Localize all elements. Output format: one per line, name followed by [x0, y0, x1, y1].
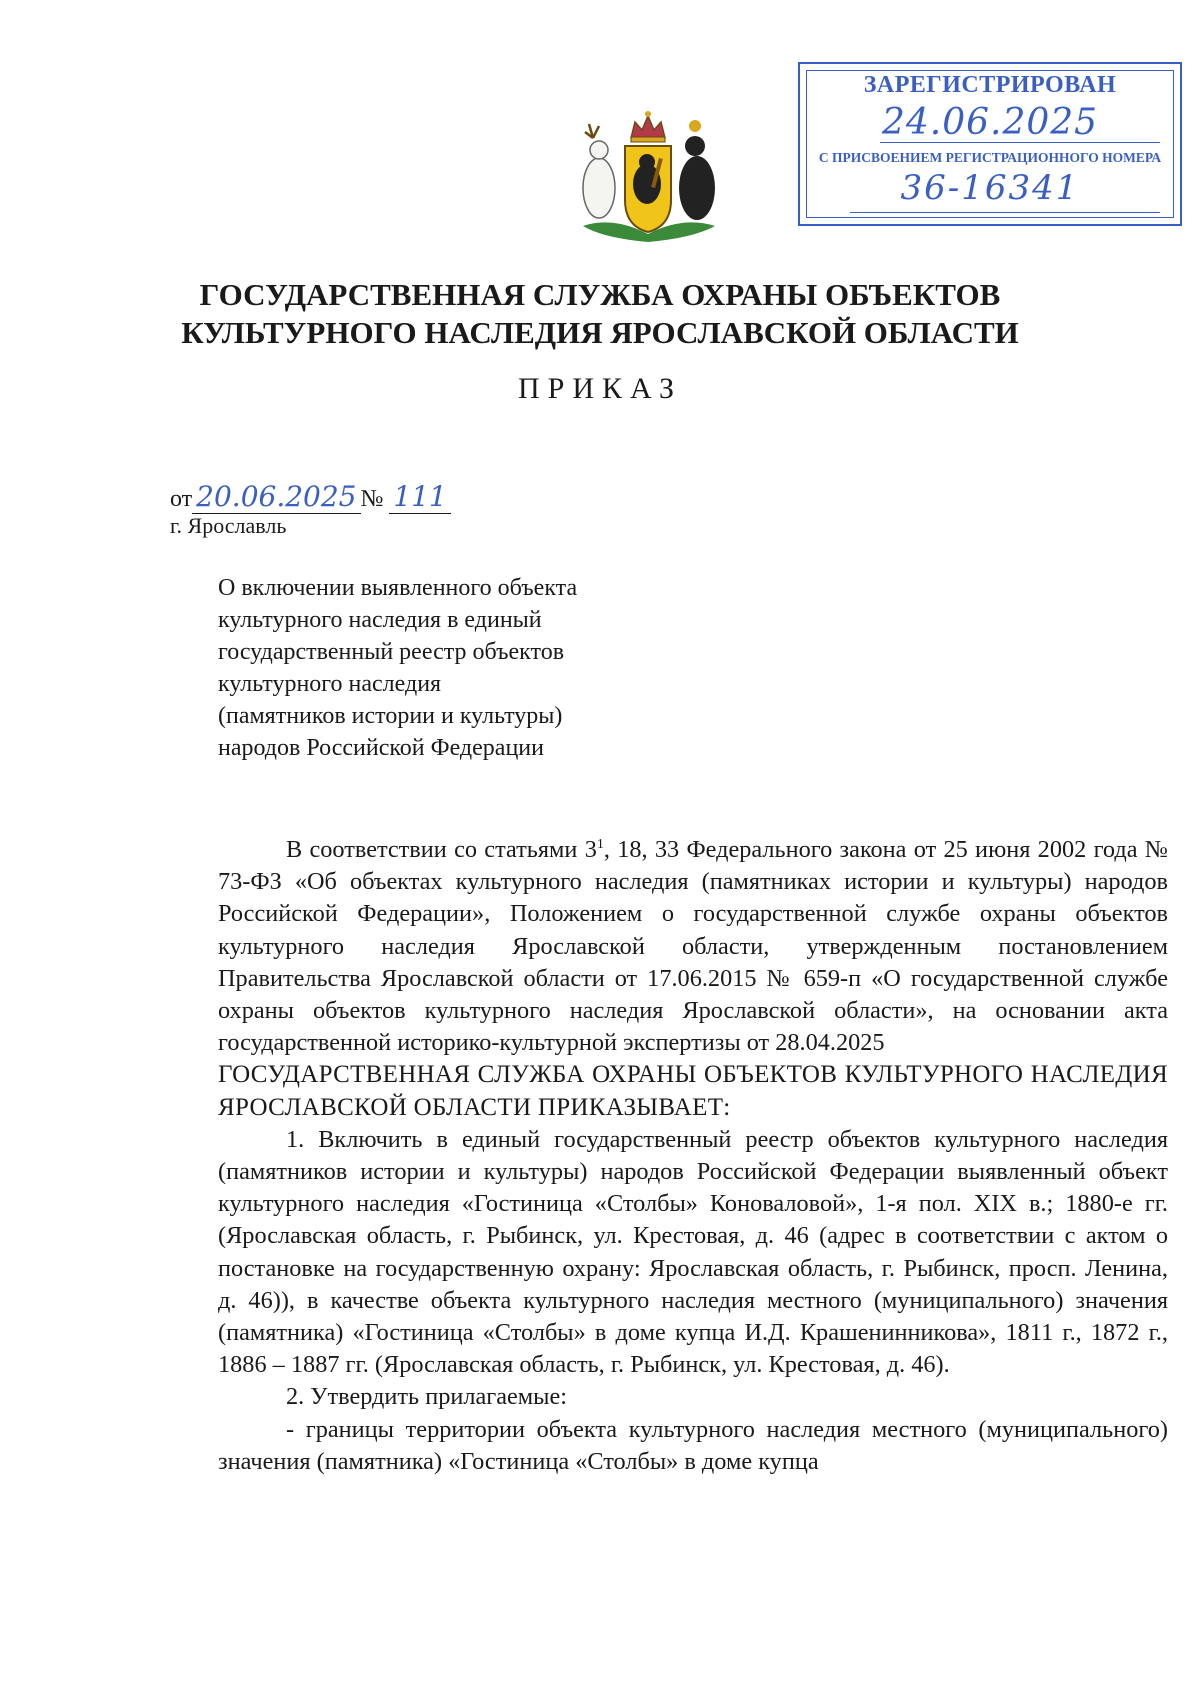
preamble-paragraph: [218, 834, 1168, 1059]
stamp-registration-number: 36-16341: [900, 168, 1080, 208]
registration-stamp: [798, 62, 1182, 226]
stamp-date: 24.06.2025: [881, 102, 1099, 143]
order-date-number: [170, 480, 451, 513]
stamp-title: ЗАРЕГИСТРИРОВАН: [863, 72, 1117, 98]
stamp-divider: [880, 142, 1160, 143]
subject-line: государственный реестр объектов: [218, 639, 565, 665]
document-type: ПРИКАЗ: [518, 372, 682, 405]
coat-of-arms-emblem: [563, 108, 733, 244]
number-label: №: [360, 486, 384, 512]
subject-line: (памятников истории и культуры): [218, 703, 563, 729]
organization-name: [0, 276, 1200, 352]
subject-line: культурного наследия в единый: [218, 607, 542, 633]
stamp-subtitle: С ПРИСВОЕНИЕМ РЕГИСТРАЦИОННОГО НОМЕРА: [818, 150, 1162, 165]
order-number: 111: [389, 480, 450, 514]
organization-name-line: ГОСУДАРСТВЕННАЯ СЛУЖБА ОХРАНЫ ОБЪЕКТОВ: [199, 277, 1001, 312]
order-date: 20.06.2025: [192, 480, 360, 514]
preamble-text: , 18, 33 Федерального закона от 25 июня 2002 года № 73-ФЗ «Об объектах культурного наследия (памятниках истории и культуры) народов Российской Федерации», Положением о государственной службе охраны объектов культурного наследия Ярославской области, утвержденным постановлением Правительства Ярославской области от 17.06.2015 № 659-п «О государственной службе охраны объектов культурного наследия Ярославской области», на основании акта государственной историко-культурной экспертизы от 28.04.2025: [218, 836, 1168, 1057]
city: г. Ярославль: [170, 513, 287, 538]
superscript: 1: [596, 836, 604, 852]
from-label: от: [170, 486, 193, 512]
preamble-text: В соответствии со статьями 3: [286, 836, 597, 863]
clause-2: 2. Утвердить прилагаемые:: [286, 1383, 568, 1411]
organization-name-line: КУЛЬТУРНОГО НАСЛЕДИЯ ЯРОСЛАВСКОЙ ОБЛАСТИ: [181, 315, 1019, 350]
clause-2-item: - границы территории объекта культурного наследия местного (муниципального) значения (памятника) «Гостиница «Столбы» в доме купца: [218, 1415, 1168, 1475]
clause-1: 1. Включить в единый государственный реестр объектов культурного наследия (памятников истории и культуры) народов Российской Федерации выявленный объект культурного наследия «Гостиница «Столбы» Коноваловой», 1-я пол. XIX в.; 1880-е гг. (Ярославская область, г. Рыбинск, ул. Крестовая, д. 46 (адрес в соответствии с актом о постановке на государственную охрану: Ярославская область, г. Рыбинск, просп. Ленина, д. 46)), в качестве объекта культурного наследия местного (муниципального) значения (памятника) «Гостиница «Столбы» в доме купца И.Д. Крашенинникова», 1811 г., 1872 г., 1886 – 1887 гг. (Ярославская область, г. Рыбинск, ул. Крестовая, д. 46).: [218, 1125, 1168, 1379]
order-body: [218, 834, 1168, 1478]
stamp-divider: [850, 212, 1160, 213]
order-subject: [218, 572, 577, 764]
subject-line: народов Российской Федерации: [218, 735, 544, 761]
subject-line: О включении выявленного объекта: [218, 575, 578, 601]
subject-line: культурного наследия: [218, 671, 442, 697]
orders-heading: ГОСУДАРСТВЕННАЯ СЛУЖБА ОХРАНЫ ОБЪЕКТОВ КУЛЬТУРНОГО НАСЛЕДИЯ ЯРОСЛАВСКОЙ ОБЛАСТИ ПРИКАЗЫВАЕТ:: [218, 1061, 1168, 1121]
